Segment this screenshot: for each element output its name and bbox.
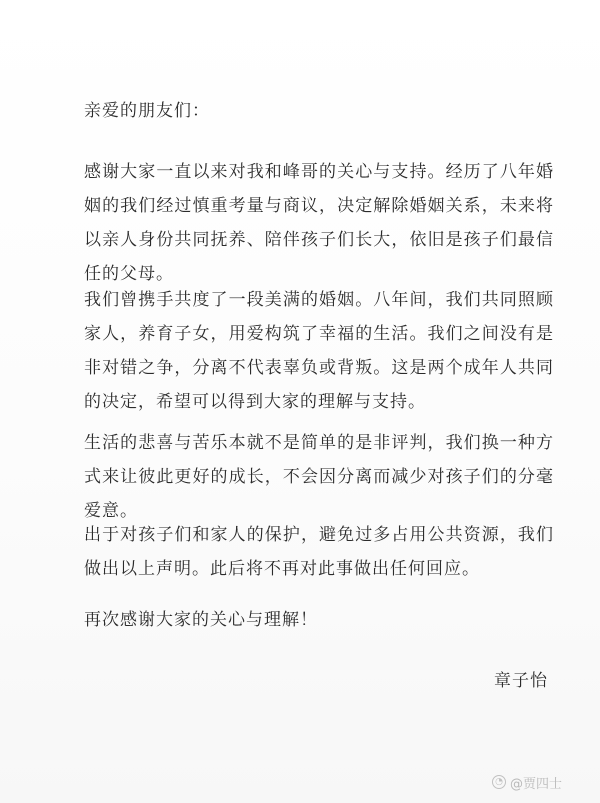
watermark (492, 773, 562, 791)
letter-closing: 再次感谢大家的关心与理解！ (84, 610, 318, 630)
watermark-logo-icon: ◔ (492, 775, 506, 789)
letter-paragraph-3: 生活的悲喜与苦乐本就不是简单的是非评判，我们换一种方式来让彼此更好的成长，不会因分离而减少对孩子们的分毫爱意。 (84, 433, 554, 521)
watermark-text: @贾四士 (510, 776, 563, 792)
letter-paragraph-4: 出于对孩子们和家人的保护，避免过多占用公共资源，我们做出以上声明。此后将不再对此事做出任何回应。 (84, 525, 554, 579)
letter-paragraph-2: 我们曾携手共度了一段美满的婚姻。八年间，我们共同照顾家人，养育子女，用爱构筑了幸福的生活。我们之间没有是非对错之争，分离不代表辜负或背叛。这是两个成年人共同的决定，希望可以得到大家的理解与支持。 (84, 290, 554, 412)
letter-paragraph-1: 感谢大家一直以来对我和峰哥的关心与支持。经历了八年婚姻的我们经过慎重考量与商议，决定解除婚姻关系，未来将以亲人身份共同抚养、陪伴孩子们长大，依旧是孩子们最信任的父母。 (84, 162, 554, 284)
letter-greeting: 亲爱的朋友们： (84, 101, 210, 121)
letter-signature: 章子怡 (494, 671, 548, 691)
